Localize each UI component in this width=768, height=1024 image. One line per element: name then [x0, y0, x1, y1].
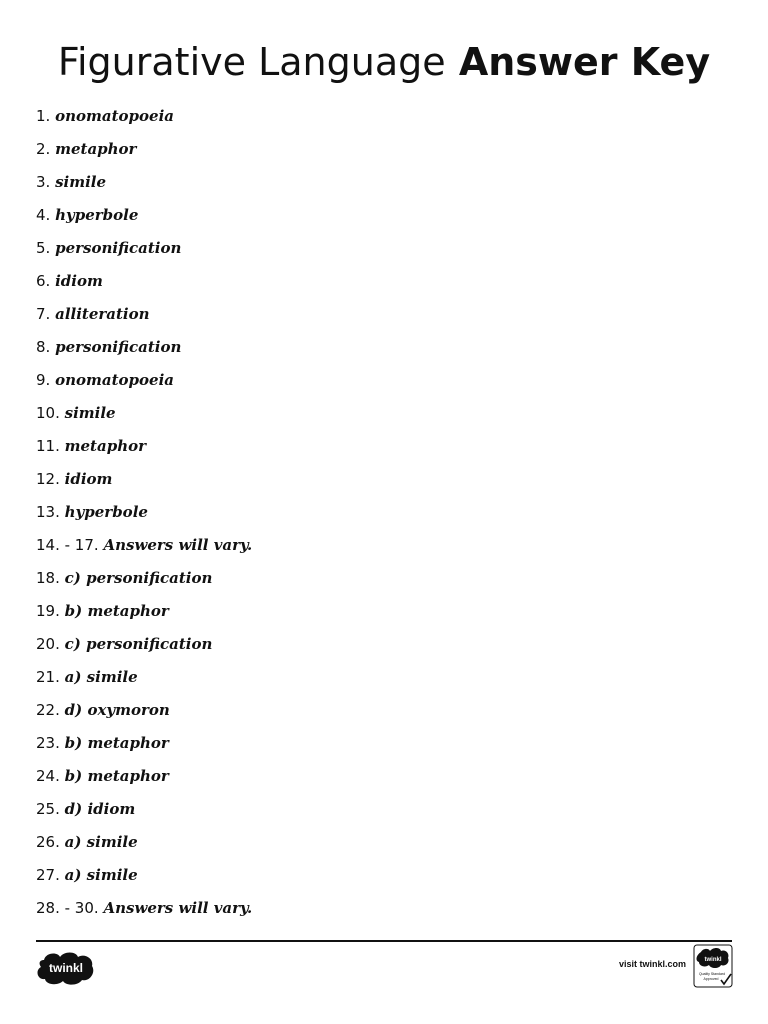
answer-text: b) metaphor [64, 602, 169, 620]
answer-number: 11. [36, 437, 60, 455]
answer-number: 1. [36, 107, 51, 125]
answer-item [36, 170, 252, 203]
page-title [0, 38, 768, 86]
answer-item [36, 566, 252, 599]
answer-text: c) personification [64, 569, 213, 587]
answer-text: onomatopoeia [55, 107, 174, 125]
answer-item [36, 137, 252, 170]
answer-text: metaphor [55, 140, 137, 158]
answer-number: 7. [36, 305, 51, 323]
answer-text: hyperbole [55, 206, 139, 224]
answer-number: 3. [36, 173, 51, 191]
answer-number: 13. [36, 503, 60, 521]
answer-text: a) simile [64, 668, 138, 686]
answer-item [36, 665, 252, 698]
answer-item [36, 368, 252, 401]
answer-number: 12. [36, 470, 60, 488]
answer-item [36, 500, 252, 533]
answer-number: 10. [36, 404, 60, 422]
answer-item [36, 896, 252, 929]
answer-number: 4. [36, 206, 51, 224]
answer-number: 20. [36, 635, 60, 653]
answer-number: 2. [36, 140, 51, 158]
answer-text: idiom [55, 272, 103, 290]
quality-badge [693, 944, 733, 988]
answer-number: 19. [36, 602, 60, 620]
answer-number: 14. - 17. [36, 536, 99, 554]
answer-item [36, 467, 252, 500]
answer-text: metaphor [64, 437, 147, 455]
answer-item [36, 533, 252, 566]
answer-list [36, 104, 252, 929]
answer-item [36, 863, 252, 896]
answer-item [36, 764, 252, 797]
answer-text: b) metaphor [64, 767, 169, 785]
answer-number: 25. [36, 800, 60, 818]
answer-text: simile [64, 404, 116, 422]
answer-text: personification [55, 338, 182, 356]
badge-line2: Approved [703, 977, 719, 981]
answer-number: 26. [36, 833, 60, 851]
answer-item [36, 269, 252, 302]
footer-divider [36, 940, 732, 942]
answer-text: Answers will vary. [103, 899, 253, 917]
answer-number: 8. [36, 338, 51, 356]
answer-text: simile [55, 173, 107, 191]
answer-item [36, 434, 252, 467]
answer-text: b) metaphor [64, 734, 169, 752]
answer-text: d) idiom [64, 800, 136, 818]
answer-text: alliteration [55, 305, 150, 323]
answer-text: hyperbole [64, 503, 148, 521]
answer-item [36, 335, 252, 368]
answer-text: a) simile [64, 866, 138, 884]
answer-item [36, 203, 252, 236]
answer-text: idiom [64, 470, 113, 488]
badge-line1: Quality Standard [698, 972, 726, 976]
answer-number: 9. [36, 371, 51, 389]
answer-item [36, 731, 252, 764]
answer-number: 18. [36, 569, 60, 587]
answer-number: 28. - 30. [36, 899, 99, 917]
answer-item [36, 632, 252, 665]
answer-number: 22. [36, 701, 60, 719]
answer-item [36, 104, 252, 137]
logo-text: twinkl [48, 961, 84, 975]
answer-number: 6. [36, 272, 51, 290]
answer-item [36, 599, 252, 632]
answer-item [36, 302, 252, 335]
answer-number: 5. [36, 239, 51, 257]
answer-item [36, 830, 252, 863]
title-bold-part: Answer Key [458, 40, 711, 84]
answer-text: d) oxymoron [64, 701, 170, 719]
title-light-part: Figurative Language [57, 40, 446, 84]
visit-link[interactable]: visit twinkl.com [618, 959, 686, 969]
answer-text: onomatopoeia [55, 371, 174, 389]
answer-text: Answers will vary. [103, 536, 253, 554]
badge-logo-text: twinkl [704, 957, 722, 963]
answer-item [36, 401, 252, 434]
answer-item [36, 236, 252, 269]
answer-text: a) simile [64, 833, 138, 851]
answer-text: personification [55, 239, 182, 257]
answer-item [36, 698, 252, 731]
twinkl-logo [36, 950, 96, 986]
answer-number: 24. [36, 767, 60, 785]
answer-item [36, 797, 252, 830]
answer-number: 23. [36, 734, 60, 752]
answer-text: c) personification [64, 635, 213, 653]
answer-number: 27. [36, 866, 60, 884]
answer-number: 21. [36, 668, 60, 686]
